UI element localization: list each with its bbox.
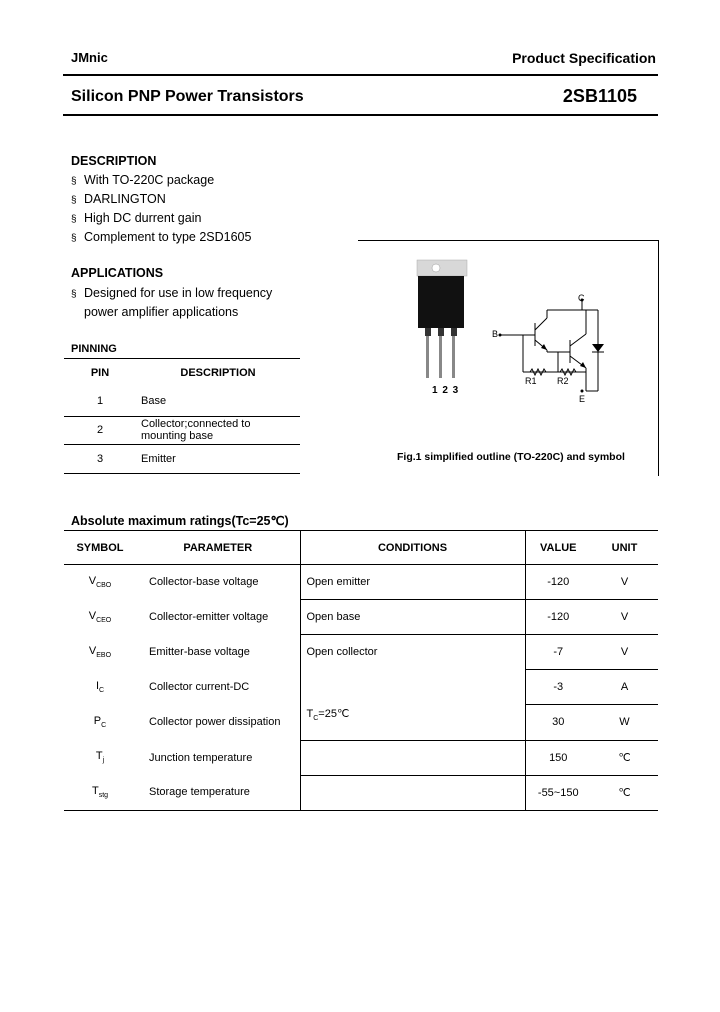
emitter-label: E — [579, 394, 586, 404]
r2-label: R2 — [557, 376, 569, 386]
table-row: $T_{stg}$ Storage temperature -55~150 ℃ — [64, 775, 658, 810]
list-item: § DARLINGTON — [71, 190, 251, 209]
base-label: B — [492, 329, 499, 339]
parameter-column-header: PARAMETER — [136, 531, 300, 565]
table-row: $P_C$ Collector power dissipation $T_C=25℃$ 30 W — [64, 705, 658, 741]
list-item: § Designed for use in low frequency — [71, 284, 272, 303]
description-column-header: DESCRIPTION — [180, 367, 256, 379]
applications-heading: APPLICATIONS — [71, 266, 164, 280]
unit-column-header: UNIT — [591, 531, 658, 565]
table-row: $V_{EBO}$ Emitter-base voltage Open collector -7 V — [64, 635, 658, 670]
bullet-icon: § — [71, 195, 77, 206]
table-row: 3 Emitter — [64, 444, 300, 473]
pinning-table — [64, 359, 300, 474]
value-column-header: VALUE — [525, 531, 591, 565]
description-heading: DESCRIPTION — [71, 154, 157, 168]
applications-list — [71, 284, 272, 322]
bullet-icon: § — [71, 176, 77, 187]
table-row: $V_{CEO}$ Collector-emitter voltage Open base -120 V — [64, 600, 658, 635]
pinning-heading: PINNING — [71, 343, 117, 355]
pin-column-header: PIN — [90, 367, 110, 379]
list-item: § Complement to type 2SD1605 — [71, 228, 251, 247]
darlington-symbol-icon — [490, 288, 620, 403]
r1-label: R1 — [525, 376, 537, 386]
table-row: $T_j$ Junction temperature 150 ℃ — [64, 740, 658, 775]
description-list — [71, 171, 251, 247]
figure-right-border — [658, 240, 659, 476]
collector-label: C — [578, 293, 585, 303]
bullet-icon: § — [71, 214, 77, 225]
bullet-icon: § — [71, 289, 77, 300]
table-row: 1 Base — [64, 387, 300, 416]
part-number: 2SB1105 — [562, 86, 637, 106]
document-type: Product Specification — [512, 50, 656, 66]
table-row: $I_C$ Collector current-DC -3 A — [64, 670, 658, 705]
table-row: $V_{CBO}$ Collector-base voltage Open emitter -120 V — [64, 565, 658, 600]
list-item: § With TO-220C package — [71, 171, 251, 190]
ratings-table — [64, 530, 658, 811]
conditions-column-header: CONDITIONS — [300, 531, 525, 565]
package-pin-labels: 1 2 3 — [432, 385, 459, 396]
title-divider — [63, 114, 658, 116]
list-item: power amplifier applications — [84, 305, 239, 319]
ratings-heading: Absolute maximum ratings(Tc=25℃) — [71, 514, 289, 528]
package-outline-image — [412, 256, 472, 386]
symbol-column-header: SYMBOL — [64, 531, 136, 565]
company-name: JMnic — [71, 50, 108, 65]
bullet-icon: § — [71, 233, 77, 244]
table-row: 2 Collector;connected to mounting base — [64, 416, 300, 444]
figure-top-border — [358, 240, 658, 241]
figure-caption: Fig.1 simplified outline (TO-220C) and symbol — [397, 451, 625, 463]
list-item: § High DC durrent gain — [71, 209, 251, 228]
table-header-row — [64, 359, 300, 387]
table-header-row — [64, 531, 658, 565]
page-title: Silicon PNP Power Transistors — [71, 88, 304, 105]
header-divider — [63, 74, 658, 76]
